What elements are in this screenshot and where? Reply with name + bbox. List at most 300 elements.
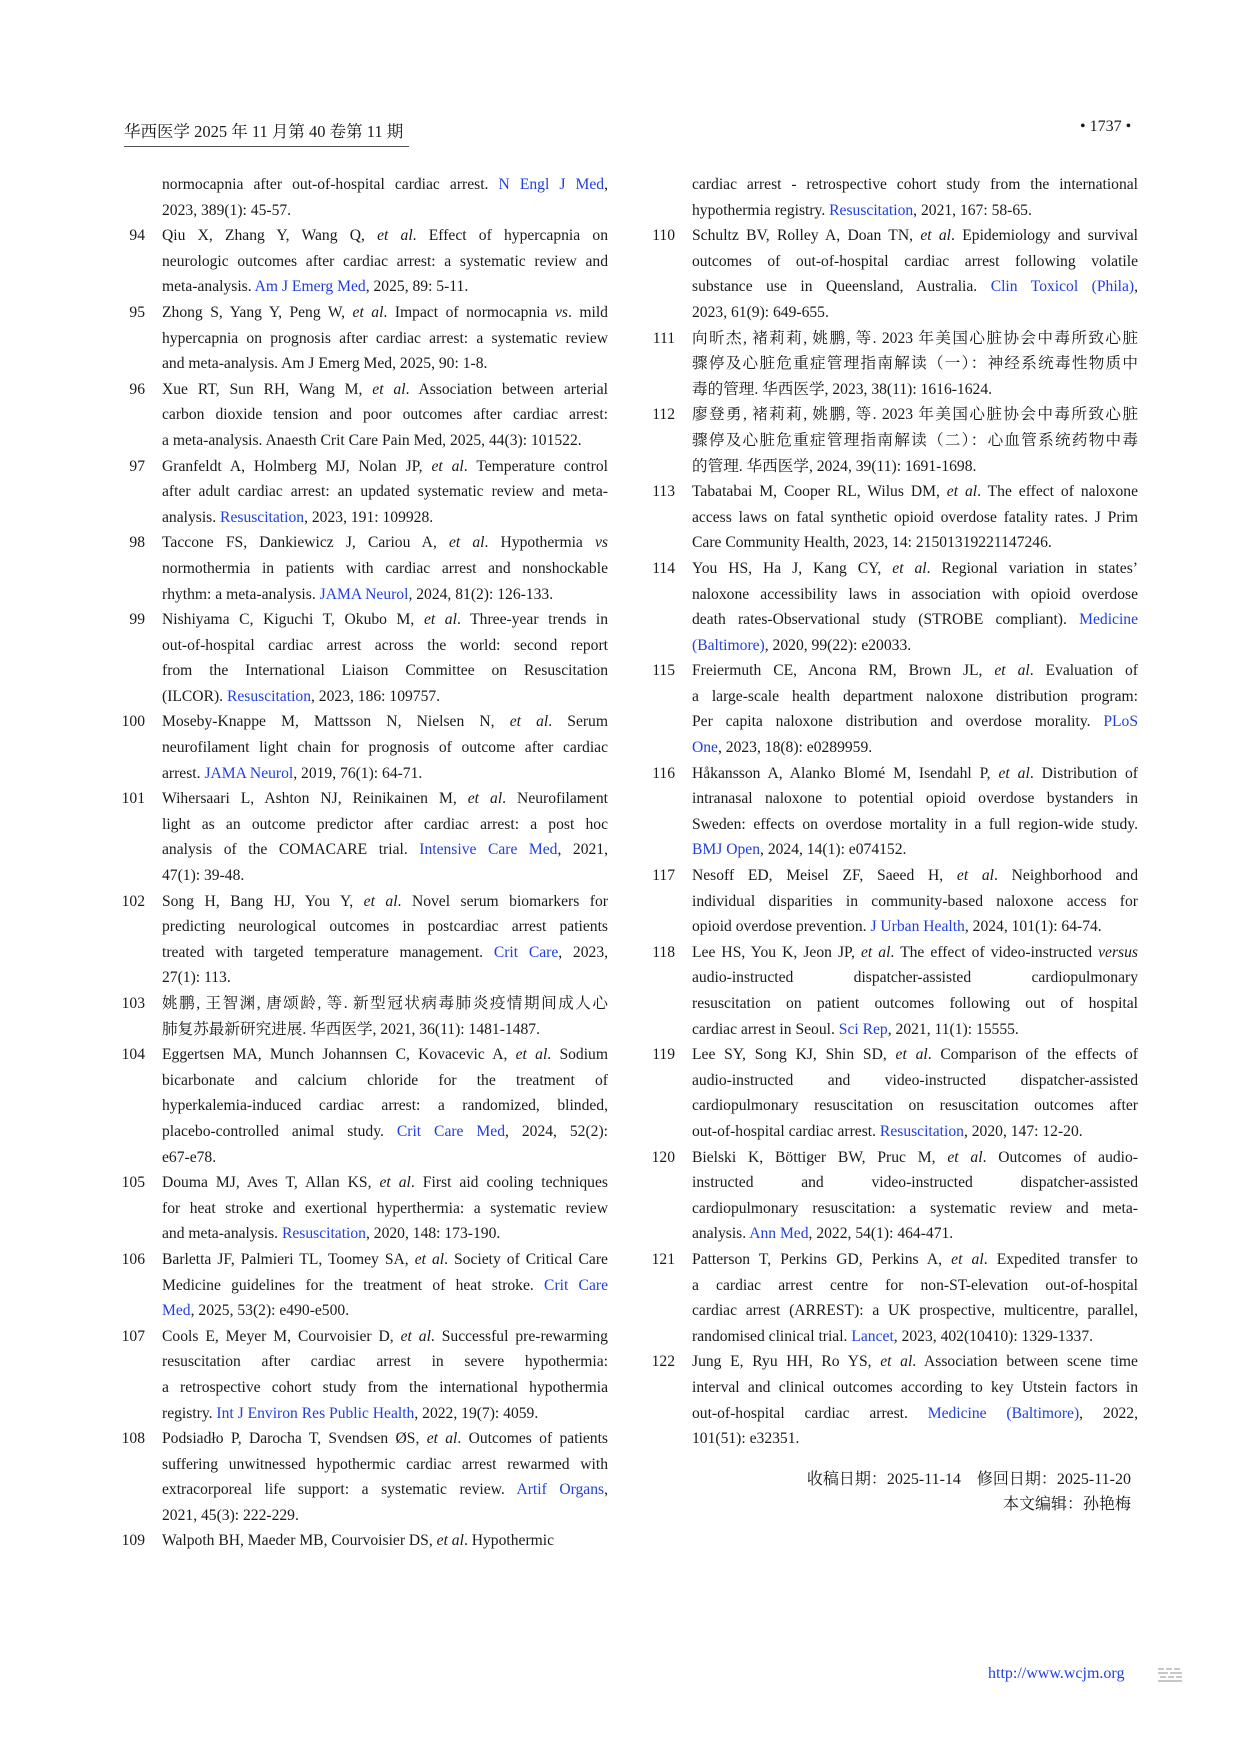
reference-text: after adult cardiac arrest: an updated systematic review and meta-	[162, 483, 608, 501]
reference-number: 118	[652, 943, 675, 961]
reference-text: Douma MJ, Aves T, Allan KS,	[162, 1174, 380, 1192]
reference-line	[162, 965, 608, 991]
reference-item	[645, 1349, 1138, 1451]
reference-line	[162, 428, 608, 454]
page-number: • 1737 •	[1080, 118, 1132, 135]
journal-link[interactable]: BMJ Open	[692, 841, 761, 859]
reference-text: Schultz BV, Rolley A, Doan TN,	[692, 227, 921, 245]
reference-number: 114	[652, 559, 675, 577]
reference-text: Lee HS, You K, Jeon JP,	[692, 943, 861, 961]
journal-link[interactable]: PLoS	[1103, 713, 1138, 731]
reference-text: Song H, Bang HJ, You Y,	[162, 892, 364, 910]
reference-item	[115, 1170, 608, 1247]
reference-text: Zhong S, Yang Y, Peng W,	[162, 303, 353, 321]
reference-text: neurologic outcomes after cardiac arrest: a systematic review and	[162, 252, 608, 270]
reference-item	[115, 1528, 608, 1554]
reference-text: cardiopulmonary resuscitation on resuscitation outcomes after	[692, 1097, 1138, 1115]
reference-text: et al	[426, 1430, 458, 1448]
reference-line	[692, 556, 1138, 582]
reference-item	[115, 530, 608, 607]
reference-item	[115, 1324, 608, 1426]
reference-item	[115, 300, 608, 377]
reference-line	[162, 172, 608, 198]
reference-text: et al	[880, 1353, 913, 1371]
reference-line	[692, 889, 1138, 915]
reference-text: neurofilament light chain for prognosis of outcome after cardiac	[162, 739, 608, 757]
reference-line	[162, 1426, 608, 1452]
reference-text: Care Community Health, 2023, 14: 21501319221147246.	[692, 534, 1052, 552]
reference-line	[692, 351, 1138, 377]
reference-line	[692, 1401, 1138, 1427]
reference-item	[645, 863, 1138, 940]
reference-text: e67-e78.	[162, 1148, 217, 1166]
reference-text: . Association between arterial	[405, 380, 608, 398]
reference-text: Nishiyama C, Kiguchi T, Okubo M,	[162, 611, 424, 629]
reference-number: 116	[652, 764, 675, 782]
reference-item	[645, 402, 1138, 479]
reference-line	[162, 1324, 608, 1350]
reference-text: . Association between scene time	[912, 1353, 1138, 1371]
reference-number: 112	[652, 406, 675, 424]
header-rule	[124, 146, 409, 147]
reference-text: Xue RT, Sun RH, Wang M,	[162, 380, 373, 398]
reference-item	[645, 1247, 1138, 1349]
reference-number: 104	[121, 1046, 145, 1064]
reference-text: randomised clinical trial.	[692, 1327, 852, 1345]
reference-text: . Outcomes of audio-	[982, 1148, 1138, 1166]
journal-link[interactable]: Crit Care	[493, 943, 559, 961]
reference-text: . Hypothermia	[484, 534, 595, 552]
reference-text: 骤停及心脏危重症管理指南解读（二）：心血管系统药物中毒	[692, 431, 1138, 449]
received-revised-dates: 收稿日期：2025-11-14 修回日期：2025-11-20	[806, 1471, 1131, 1488]
reference-text: arrest.	[162, 764, 205, 782]
reference-line	[692, 1068, 1138, 1094]
reference-text: et al	[377, 227, 413, 245]
reference-line	[692, 1017, 1138, 1043]
reference-text: et al	[860, 943, 891, 961]
journal-link[interactable]: Lancet	[851, 1327, 894, 1345]
reference-text: Medicine guidelines for the treatment of heat stroke.	[162, 1276, 545, 1294]
reference-line	[162, 198, 608, 224]
page-header-journal: 华西医学 2025 年 11 月第 40 卷第 11 期	[124, 122, 404, 141]
reference-text: cardiopulmonary resuscitation: a systematic review and meta-	[692, 1199, 1138, 1217]
reference-line	[162, 300, 608, 326]
reference-text: resuscitation after cardiac arrest in severe hypothermia:	[162, 1353, 608, 1371]
reference-text: Podsiadło P, Darocha T, Svendsen ØS,	[162, 1430, 427, 1448]
reference-item	[115, 607, 608, 709]
reference-text: . Temperature control	[463, 457, 608, 475]
reference-item	[115, 1426, 608, 1528]
reference-text: et al	[363, 892, 398, 910]
reference-line	[162, 633, 608, 659]
reference-number: 120	[651, 1148, 675, 1166]
reference-text: et al	[515, 1046, 548, 1064]
journal-logo-icon	[1158, 1668, 1184, 1682]
journal-link[interactable]: Resuscitation	[226, 687, 311, 705]
reference-number: 94	[129, 227, 145, 245]
reference-text: , 2025, 89: 5-11.	[365, 278, 469, 296]
reference-text: 肺复苏最新研究进展. 华西医学, 2021, 36(11): 1481-1487.	[162, 1020, 540, 1038]
reference-text: 的管理. 华西医学, 2024, 39(11): 1691-1698.	[692, 457, 977, 475]
reference-line	[162, 812, 608, 838]
reference-line	[162, 1375, 608, 1401]
reference-line	[162, 1170, 608, 1196]
journal-link[interactable]: One	[692, 739, 718, 757]
reference-text: 骤停及心脏危重症管理指南解读（一）：神经系统毒性物质中	[692, 355, 1138, 373]
reference-number: 111	[652, 329, 675, 347]
reference-line	[162, 607, 608, 633]
reference-text: instructed and video-instructed dispatcher-assisted	[692, 1174, 1138, 1192]
reference-text: et al	[994, 662, 1030, 680]
reference-line	[692, 428, 1138, 454]
reference-text: out-of-hospital cardiac arrest.	[692, 1122, 880, 1140]
reference-text: et al	[920, 227, 952, 245]
reference-line	[162, 837, 608, 863]
reference-text: vs	[594, 534, 608, 552]
reference-text: cardiac arrest - retrospective cohort study from the international	[692, 176, 1138, 193]
reference-text: . Neighborhood and	[994, 867, 1138, 885]
reference-line	[692, 1426, 1138, 1452]
reference-text: 毒的管理. 华西医学, 2023, 38(11): 1616-1624.	[692, 380, 993, 398]
reference-item	[115, 377, 608, 454]
reference-text: 2023, 389(1): 45-57.	[162, 201, 292, 219]
reference-text: death rates-Observational study (STROBE compliant).	[692, 611, 1080, 629]
reference-text: et al	[352, 303, 384, 321]
journal-link[interactable]: Medicine	[1079, 611, 1138, 629]
reference-line	[162, 454, 608, 480]
reference-text: and meta-analysis. Am J Emerg Med, 2025, 90: 1-8.	[162, 355, 488, 373]
reference-line	[692, 1145, 1138, 1171]
left-reference-column	[115, 172, 608, 1554]
reference-text: et al	[956, 867, 995, 885]
reference-text: , 2024, 14(1): e074152.	[760, 841, 907, 859]
reference-text: (ILCOR).	[162, 687, 227, 705]
reference-text: Cools E, Meyer M, Courvoisier D,	[162, 1327, 401, 1345]
reference-text: Bielski K, Böttiger BW, Pruc M,	[692, 1148, 948, 1166]
reference-text: et al	[895, 1046, 928, 1064]
reference-text: et al	[423, 611, 457, 629]
reference-text: meta-analysis.	[162, 278, 255, 296]
reference-text: access laws on fatal synthetic opioid overdose fatality rates. J Prim	[692, 508, 1138, 526]
reference-line	[162, 991, 608, 1017]
journal-link[interactable]: Intensive Care Med	[419, 841, 558, 859]
reference-text: , 2023, 186: 109757.	[311, 687, 441, 705]
reference-line	[162, 1119, 608, 1145]
reference-item	[645, 1042, 1138, 1144]
reference-text: cardiac arrest (ARREST): a UK prospective, multicentre, parallel,	[692, 1302, 1138, 1320]
reference-line	[692, 1324, 1138, 1350]
reference-number: 117	[652, 867, 675, 885]
reference-text: , 2022,	[1079, 1404, 1138, 1422]
reference-text: ,	[604, 1481, 608, 1499]
reference-text: . Epidemiology and survival	[951, 227, 1138, 245]
reference-text: et al	[400, 1327, 431, 1345]
reference-number: 113	[652, 483, 675, 501]
reference-text: outcomes of out-of-hospital cardiac arrest following volatile	[692, 252, 1138, 270]
reference-text: , 2023, 402(10410): 1329-1337.	[893, 1327, 1094, 1345]
journal-link[interactable]: N Engl J Med	[498, 176, 605, 193]
reference-line	[692, 1273, 1138, 1299]
reference-text: analysis.	[162, 508, 221, 526]
reference-item	[115, 1042, 608, 1170]
reference-line	[162, 223, 608, 249]
reference-line	[692, 249, 1138, 275]
reference-line	[692, 837, 1138, 863]
reference-number: 106	[121, 1250, 145, 1268]
reference-item	[115, 709, 608, 786]
journal-link[interactable]: Artif Organs	[516, 1481, 605, 1499]
reference-text: 47(1): 39-48.	[162, 867, 245, 885]
reference-text: Per capita naloxone distribution and overdose morality.	[692, 713, 1104, 731]
reference-line	[692, 300, 1138, 326]
reference-number: 105	[121, 1174, 145, 1192]
editor-credit: 本文编辑：孙艳梅	[1002, 1496, 1131, 1513]
reference-text: hypothermia registry.	[692, 201, 830, 219]
reference-text: . Expedited transfer to	[983, 1250, 1138, 1268]
reference-line	[692, 761, 1138, 787]
reference-text: . Effect of hypercapnia on	[412, 227, 608, 245]
reference-line	[692, 530, 1138, 556]
reference-line	[692, 684, 1138, 710]
reference-line	[162, 1145, 608, 1171]
reference-line	[692, 172, 1138, 198]
reference-text: , 2023,	[558, 943, 609, 961]
reference-text: , 2024, 101(1): 64-74.	[964, 918, 1102, 936]
reference-line	[162, 377, 608, 403]
reference-text: hyperkalemia-induced cardiac arrest: a randomized, blinded,	[162, 1097, 608, 1115]
reference-text: 向昕杰, 褚莉莉, 姚鹏, 等. 2023 年美国心脏协会中毒所致心脏	[692, 329, 1138, 347]
reference-text: Jung E, Ryu HH, Ro YS,	[692, 1353, 881, 1371]
reference-line	[692, 1042, 1138, 1068]
reference-line	[162, 709, 608, 735]
reference-text: a large-scale health department naloxone distribution program:	[692, 687, 1138, 705]
reference-text: out-of-hospital cardiac arrest.	[692, 1404, 928, 1422]
reference-line	[692, 1298, 1138, 1324]
journal-url-link[interactable]: http://www.wcjm.org	[988, 1665, 1125, 1682]
reference-text: . Regional variation in states’	[926, 559, 1138, 577]
reference-text: registry.	[162, 1404, 217, 1422]
reference-item	[115, 223, 608, 300]
reference-text: , 2020, 99(22): e20033.	[764, 636, 912, 654]
journal-link[interactable]: (Baltimore)	[692, 636, 765, 654]
reference-line	[162, 530, 608, 556]
reference-text: Eggertsen MA, Munch Johannsen C, Kovacevic A,	[162, 1046, 516, 1064]
reference-item	[115, 889, 608, 991]
reference-text: Patterson T, Perkins GD, Perkins A,	[692, 1250, 952, 1268]
reference-number: 100	[121, 713, 145, 731]
reference-line	[162, 1401, 608, 1427]
reference-text: suffering unwitnessed hypothermic cardiac arrest rewarmed with	[162, 1455, 608, 1473]
reference-text: normocapnia after out-of-hospital cardiac arrest.	[162, 176, 499, 193]
journal-link[interactable]: Am J Emerg Med	[254, 278, 366, 296]
reference-text: hypercapnia on prognosis after cardiac arrest: a systematic review	[162, 329, 608, 347]
reference-text: Walpoth BH, Maeder MB, Courvoisier DS,	[162, 1532, 437, 1550]
reference-line	[692, 479, 1138, 505]
journal-link[interactable]: JAMA Neurol	[204, 764, 294, 782]
reference-line	[162, 1247, 608, 1273]
reference-number: 101	[121, 790, 145, 808]
reference-item	[645, 223, 1138, 325]
reference-text: 101(51): e32351.	[692, 1430, 800, 1448]
reference-line	[162, 1528, 608, 1554]
reference-text: . Sodium	[547, 1046, 608, 1064]
reference-item	[645, 940, 1138, 1042]
reference-line	[692, 1349, 1138, 1375]
journal-link[interactable]: Crit Care Med	[396, 1122, 506, 1140]
reference-text: , 2019, 76(1): 64-71.	[293, 764, 423, 782]
reference-item	[645, 556, 1138, 658]
reference-text: et al	[448, 534, 485, 552]
reference-text: vs	[555, 303, 568, 321]
reference-text: et al	[436, 1532, 464, 1550]
reference-line	[162, 761, 608, 787]
reference-item	[115, 454, 608, 531]
reference-line	[162, 1452, 608, 1478]
journal-link[interactable]: Resuscitation	[281, 1225, 366, 1243]
reference-text: et al	[946, 483, 978, 501]
journal-link[interactable]: Clin Toxicol (Phila)	[990, 278, 1135, 296]
reference-number: 96	[129, 380, 145, 398]
reference-line	[162, 786, 608, 812]
reference-line	[692, 223, 1138, 249]
reference-line	[692, 1221, 1138, 1247]
reference-number: 121	[651, 1250, 675, 1268]
reference-text: , 2021, 11(1): 15555.	[887, 1020, 1019, 1038]
reference-line	[162, 684, 608, 710]
reference-text: predicting neurological outcomes in postcardiac arrest patients	[162, 918, 608, 936]
reference-text: Granfeldt A, Holmberg MJ, Nolan JP,	[162, 457, 432, 475]
reference-text: Nesoff ED, Meisel ZF, Saeed H,	[692, 867, 957, 885]
reference-number: 115	[652, 662, 675, 680]
reference-text: . First aid cooling techniques	[410, 1174, 608, 1192]
reference-line	[162, 479, 608, 505]
reference-text: ,	[604, 176, 609, 193]
reference-text: . Three-year trends in	[456, 611, 608, 629]
reference-item	[645, 658, 1138, 760]
reference-text: , 2024, 52(2):	[505, 1122, 608, 1140]
submission-dates	[807, 1467, 1131, 1517]
reference-line	[162, 1477, 608, 1503]
reference-line	[162, 658, 608, 684]
reference-text: et al	[414, 1250, 445, 1268]
journal-link[interactable]: Resuscitation	[829, 201, 914, 219]
reference-line	[162, 582, 608, 608]
reference-line	[162, 249, 608, 275]
journal-link[interactable]: J Urban Health	[870, 918, 965, 936]
reference-line	[162, 274, 608, 300]
reference-line	[162, 1093, 608, 1119]
reference-text: , 2021,	[557, 841, 608, 859]
reference-number: 98	[129, 534, 145, 552]
reference-line	[692, 1247, 1138, 1273]
journal-link[interactable]: JAMA Neurol	[319, 585, 409, 603]
reference-text: naloxone accessibility laws in association with opioid overdose	[692, 585, 1138, 603]
reference-text: for heat stroke and exertional hyperthermia: a systematic review	[162, 1199, 608, 1217]
journal-link[interactable]: Resuscitation	[879, 1122, 964, 1140]
reference-number: 108	[121, 1430, 145, 1448]
reference-number: 95	[129, 303, 145, 321]
reference-number: 110	[652, 227, 675, 245]
reference-line	[162, 556, 608, 582]
reference-text: et al	[509, 713, 549, 731]
reference-line	[692, 965, 1138, 991]
reference-line	[162, 351, 608, 377]
reference-text: , 2020, 148: 173-190.	[365, 1225, 501, 1243]
reference-text: a cardiac arrest centre for non-ST-elevation out-of-hospital	[692, 1276, 1138, 1294]
reference-line	[692, 940, 1138, 966]
reference-line	[162, 1503, 608, 1529]
reference-text: Håkansson A, Alanko Blomé M, Isendahl P,	[692, 764, 999, 782]
reference-line	[162, 735, 608, 761]
journal-link[interactable]: Resuscitation	[220, 508, 305, 526]
reference-number: 122	[651, 1353, 675, 1371]
reference-text: , 2023, 18(8): e0289959.	[717, 739, 873, 757]
reference-text: . mild	[568, 303, 608, 321]
reference-text: . Neurofilament	[502, 790, 608, 808]
journal-link[interactable]: Ann Med	[749, 1225, 809, 1243]
reference-line	[692, 454, 1138, 480]
reference-text: analysis.	[692, 1225, 750, 1243]
reference-text: bicarbonate and calcium chloride for the treatment of	[162, 1071, 608, 1089]
reference-text: . Comparison of the effects of	[927, 1046, 1138, 1064]
reference-line	[692, 735, 1138, 761]
reference-line	[162, 1042, 608, 1068]
reference-line	[692, 863, 1138, 889]
reference-line	[162, 505, 608, 531]
reference-line	[692, 1119, 1138, 1145]
reference-line	[162, 1349, 608, 1375]
reference-item	[645, 1145, 1138, 1247]
reference-number: 107	[121, 1327, 145, 1345]
reference-text: extracorporeal life support: a systematic review.	[162, 1481, 517, 1499]
journal-link[interactable]: Med	[162, 1302, 191, 1320]
reference-text: 廖登勇, 褚莉莉, 姚鹏, 等. 2023 年美国心脏协会中毒所致心脏	[692, 406, 1138, 424]
journal-link[interactable]: Medicine (Baltimore)	[927, 1404, 1080, 1422]
reference-text: , 2021, 167: 58-65.	[913, 201, 1032, 219]
reference-line	[692, 1196, 1138, 1222]
reference-text: 2021, 45(3): 222-229.	[162, 1506, 299, 1524]
journal-link[interactable]: Int J Environ Res Public Health	[216, 1404, 415, 1422]
reference-text: . Distribution of	[1029, 764, 1138, 782]
reference-line	[692, 402, 1138, 428]
reference-text: . Outcomes of patients	[457, 1430, 608, 1448]
reference-line	[162, 914, 608, 940]
reference-text: substance use in Queensland, Australia.	[692, 278, 991, 296]
reference-number: 97	[129, 457, 145, 475]
reference-line	[692, 274, 1138, 300]
reference-text: 2023, 61(9): 649-655.	[692, 303, 829, 321]
reference-line	[692, 607, 1138, 633]
reference-text: et al	[998, 764, 1030, 782]
reference-text: normothermia in patients with cardiac arrest and nonshockable	[162, 559, 608, 577]
reference-text: interval and clinical outcomes according to key Utstein factors in	[692, 1378, 1138, 1396]
journal-link[interactable]: Crit Care	[544, 1276, 608, 1294]
journal-link[interactable]: Sci Rep	[838, 1020, 888, 1038]
reference-text: et al	[951, 1250, 984, 1268]
reference-line	[692, 1093, 1138, 1119]
reference-text: a retrospective cohort study from the international hypothermia	[162, 1378, 608, 1396]
reference-text: Qiu X, Zhang Y, Wang Q,	[162, 227, 378, 245]
reference-text: , 2020, 147: 12-20.	[963, 1122, 1083, 1140]
reference-line	[162, 889, 608, 915]
reference-item	[645, 326, 1138, 403]
reference-text: . Serum	[548, 713, 608, 731]
reference-text: Sweden: effects on overdose mortality in a full region-wide study.	[692, 815, 1138, 833]
reference-text: Tabatabai M, Cooper RL, Wilus DM,	[692, 483, 947, 501]
reference-text: audio-instructed and video-instructed dispatcher-assisted	[692, 1071, 1138, 1089]
reference-text: cardiac arrest in Seoul.	[692, 1020, 839, 1038]
reference-number: 102	[121, 892, 145, 910]
